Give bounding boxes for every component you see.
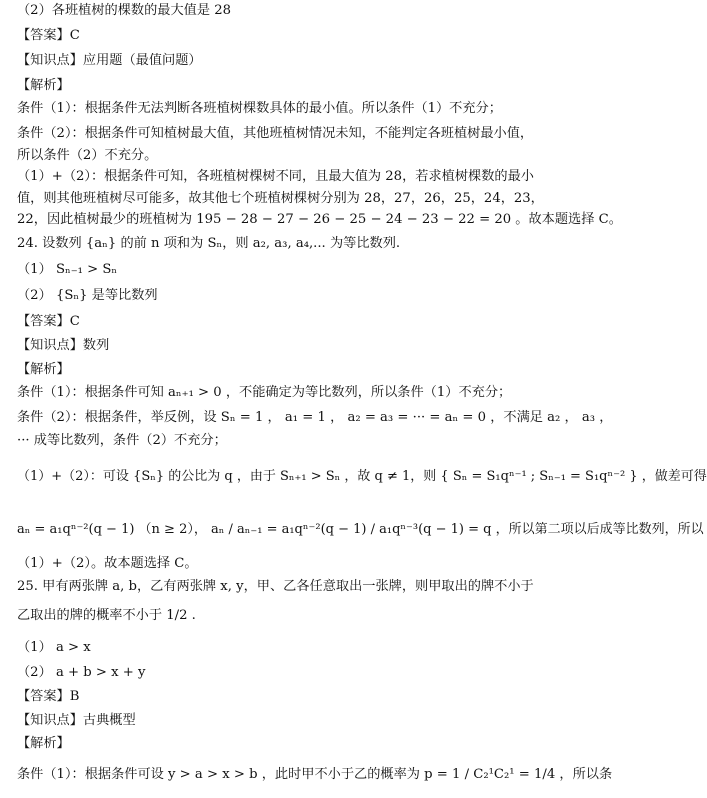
- condition-1: （1） Sₙ₋₁ > Sₙ: [17, 262, 118, 277]
- analysis-label: 【解析】: [17, 736, 70, 751]
- text-line-24: 乙取出的牌的概率不小于 1/2 .: [17, 608, 196, 623]
- text-line-5: 条件（1）：根据条件无法判断各班植树棵数具体的最小值。所以条件（1）不充分；: [17, 101, 502, 116]
- question-24: 24. 设数列 {aₙ} 的前 n 项和为 Sₙ，则 a₂, a₃, a₄,... 为等比数列.: [17, 236, 401, 251]
- text-line-30: 条件（1）：根据条件可设 y > a > x > b ，此时甲不小于乙的概率为 p = 1 / C₂¹C₂¹ = 1/4 ，所以条: [17, 767, 613, 782]
- answer-label: 【答案】C: [17, 314, 80, 329]
- text-line-19: ··· 成等比数列，条件（2）不充分；: [17, 433, 227, 448]
- text-line-7: 所以条件（2）不充分。: [17, 148, 158, 163]
- question-25: 25. 甲有两张牌 a, b，乙有两张牌 x, y，甲、乙各任意取出一张牌，则甲取出的牌不小于: [17, 579, 534, 594]
- condition-1: （1） a > x: [17, 640, 91, 655]
- text-line-10: 22，因此植树最少的班植树为 195 − 28 − 27 − 26 − 25 − 24 − 23 − 22 = 20 。故本题选择 C。: [17, 212, 622, 227]
- knowledge-label: 【知识点】应用题（最值问题）: [17, 53, 202, 68]
- text-line-17: 条件（1）：根据条件可知 aₙ₊₁ > 0 ，不能确定为等比数列，所以条件（1）不充分；: [17, 385, 512, 400]
- equation-line-system: （1）+（2）：可设 {Sₙ} 的公比为 q ，由于 Sₙ₊₁ > Sₙ ，故 q ≠ 1，则 { Sₙ = S₁qⁿ⁻¹ ; Sₙ₋₁ = S₁qⁿ⁻² } ，做差可得: [17, 469, 707, 484]
- analysis-label: 【解析】: [17, 362, 70, 377]
- text-line-9: 值，则其他班植树尽可能多，故其他七个班植树棵树分别为 28，27，26，25，24，23，: [17, 191, 544, 206]
- equation-line-ratio: aₙ = a₁qⁿ⁻²(q − 1) （n ≥ 2）， aₙ / aₙ₋₁ = a₁qⁿ⁻²(q − 1) / a₁qⁿ⁻³(q − 1) = q ，所以第二项以后成等比数列，所以: [17, 522, 704, 537]
- knowledge-label: 【知识点】古典概型: [17, 713, 136, 728]
- analysis-label: 【解析】: [17, 78, 70, 93]
- answer-label: 【答案】C: [17, 28, 80, 43]
- text-line-8: （1）+（2）：根据条件可知，各班植树棵树不同，且最大值为 28，若求植树棵数的最小: [17, 169, 534, 184]
- text-line-1: （2）各班植树的棵数的最大值是 28: [17, 3, 231, 18]
- condition-2: （2） {Sₙ} 是等比数列: [17, 288, 158, 303]
- condition-2: （2） a + b > x + y: [17, 665, 146, 680]
- text-line-22: （1）+（2）。故本题选择 C。: [17, 556, 198, 571]
- text-line-6: 条件（2）：根据条件可知植树最大值，其他班植树情况未知，不能判定各班植树最小值，: [17, 126, 534, 141]
- answer-label: 【答案】B: [17, 689, 80, 704]
- knowledge-label: 【知识点】数列: [17, 338, 110, 353]
- text-line-18: 条件（2）：根据条件，举反例，设 Sₙ = 1 ， a₁ = 1 ， a₂ = a₃ = ··· = aₙ = 0 ，不满足 a₂ ， a₃ ，: [17, 410, 613, 425]
